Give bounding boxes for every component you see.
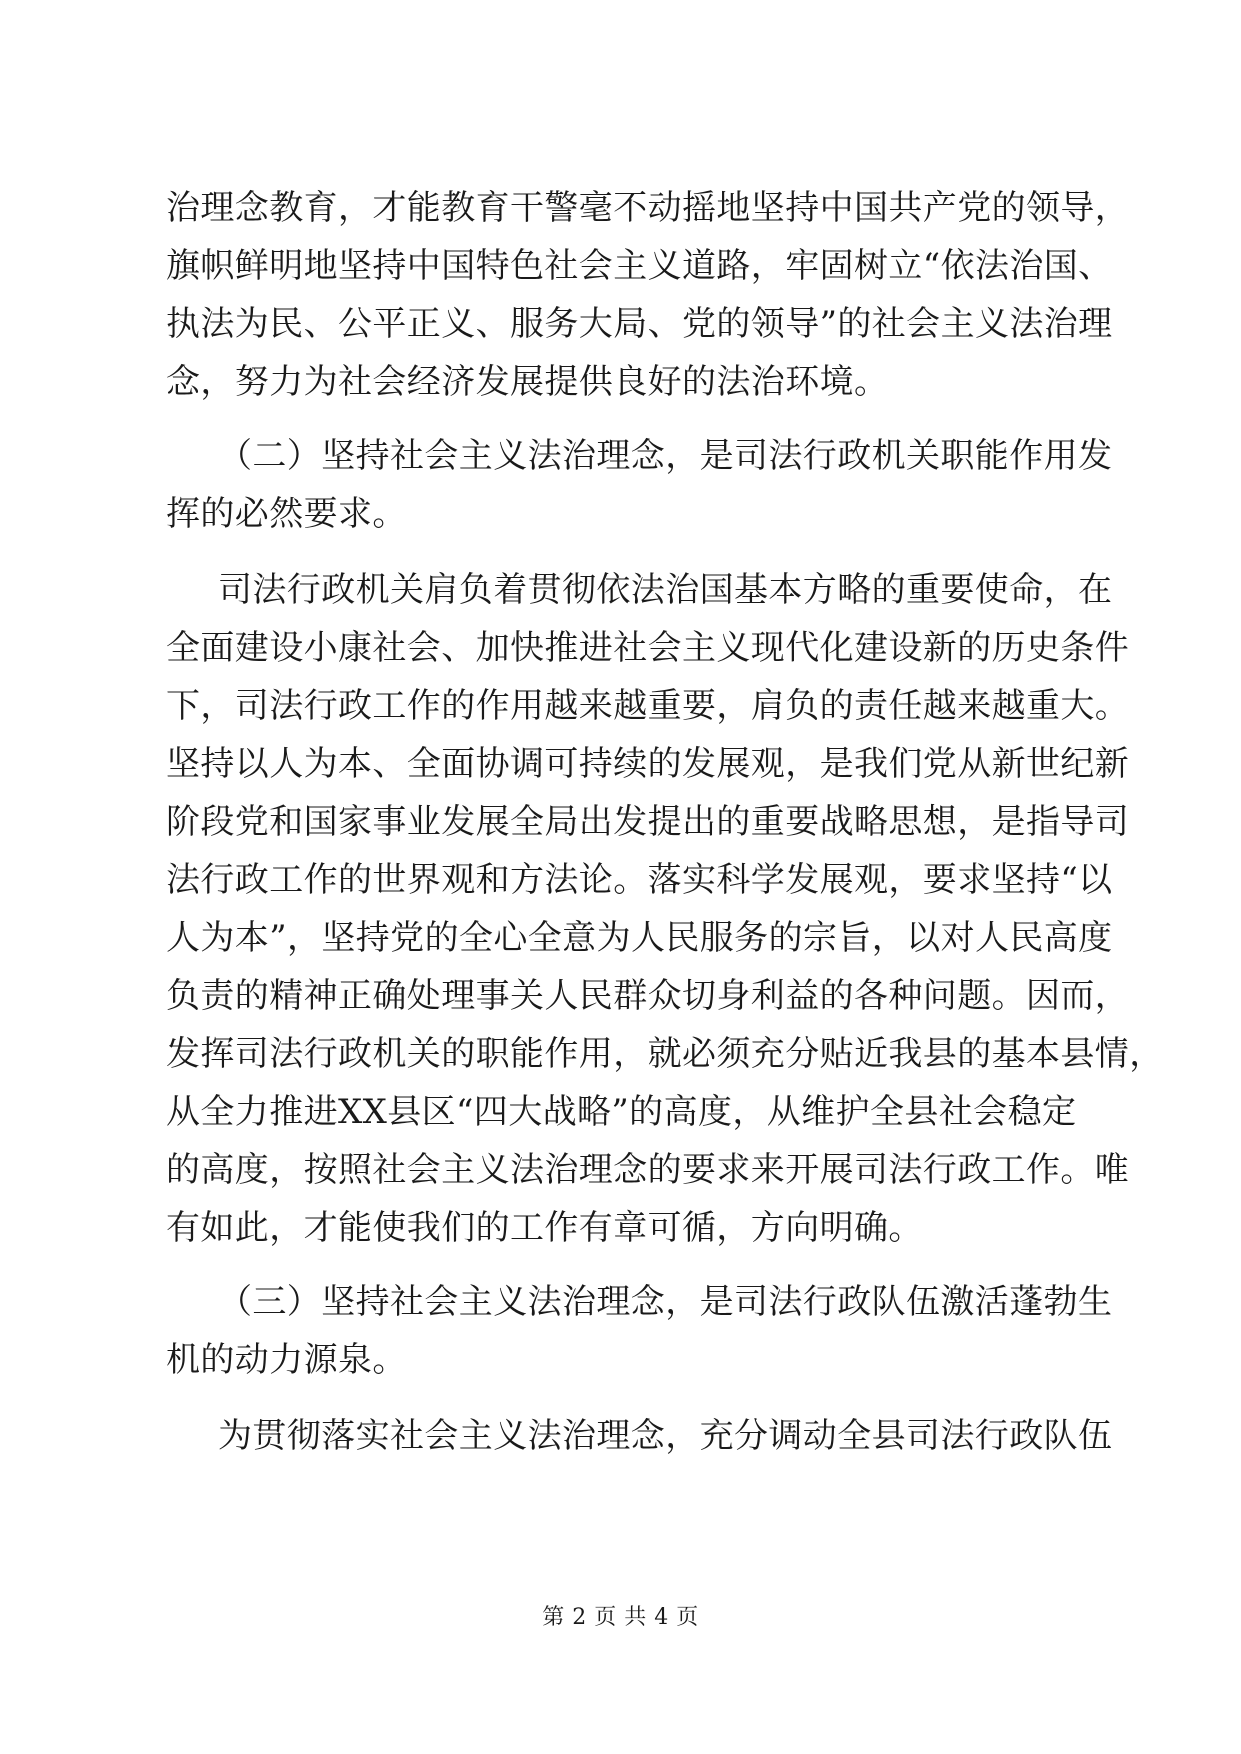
text-line: 司法行政机关肩负着贯彻依法治国基本方略的重要使命，在 bbox=[218, 570, 1113, 610]
text-line: 下，司法行政工作的作用越来越重要，肩负的责任越来越重大。 bbox=[166, 686, 1130, 726]
text-line: 人为本”，坚持党的全心全意为人民服务的宗旨，以对人民高度 bbox=[166, 918, 1113, 958]
text-line: 为贯彻落实社会主义法治理念，充分调动全县司法行政队伍 bbox=[218, 1416, 1113, 1456]
text-line: 发挥司法行政机关的职能作用，就必须充分贴近我县的基本县情， bbox=[166, 1034, 1164, 1074]
text-line: 从全力推进XX县区“四大战略”的高度，从维护全县社会稳定 bbox=[166, 1092, 1077, 1132]
text-line: 的高度，按照社会主义法治理念的要求来开展司法行政工作。唯 bbox=[166, 1150, 1130, 1190]
text-line: 治理念教育，才能教育干警毫不动摇地坚持中国共产党的领导， bbox=[166, 188, 1130, 228]
text-line: 坚持以人为本、全面协调可持续的发展观，是我们党从新世纪新 bbox=[166, 744, 1130, 784]
text-line: 旗帜鲜明地坚持中国特色社会主义道路，牢固树立“依法治国、 bbox=[166, 246, 1113, 286]
text-line: 执法为民、公平正义、服务大局、党的领导”的社会主义法治理 bbox=[166, 304, 1113, 344]
text-line: （二）坚持社会主义法治理念，是司法行政机关职能作用发 bbox=[218, 436, 1113, 476]
text-line: 有如此，才能使我们的工作有章可循，方向明确。 bbox=[166, 1208, 923, 1248]
text-line: 机的动力源泉。 bbox=[166, 1340, 407, 1380]
text-line: 阶段党和国家事业发展全局出发提出的重要战略思想，是指导司 bbox=[166, 802, 1130, 842]
text-line: 负责的精神正确处理事关人民群众切身利益的各种问题。因而， bbox=[166, 976, 1130, 1016]
text-line: （三）坚持社会主义法治理念，是司法行政队伍激活蓬勃生 bbox=[218, 1282, 1113, 1322]
text-line: 挥的必然要求。 bbox=[166, 494, 407, 534]
text-line: 全面建设小康社会、加快推进社会主义现代化建设新的历史条件 bbox=[166, 628, 1130, 668]
text-line: 念，努力为社会经济发展提供良好的法治环境。 bbox=[166, 362, 889, 402]
page-number-footer: 第 2 页 共 4 页 bbox=[542, 1605, 699, 1630]
text-line: 法行政工作的世界观和方法论。落实科学发展观，要求坚持“以 bbox=[166, 860, 1113, 900]
